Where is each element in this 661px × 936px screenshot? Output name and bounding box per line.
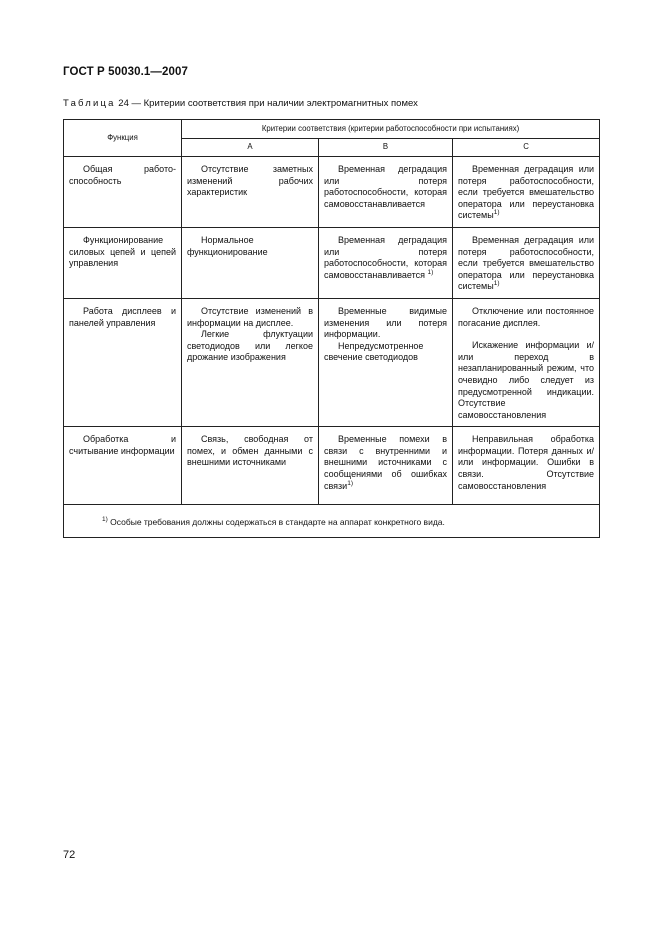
- row-function: [64, 157, 182, 228]
- cell-b: [319, 427, 453, 505]
- cell-text: Отсутствие изменений в информации на дисплее.: [187, 305, 313, 328]
- cell-b: [319, 227, 453, 298]
- header-criteria: Критерии соответствия (критерии работоспособности при испытаниях): [182, 120, 600, 139]
- header-col-b: В: [319, 138, 453, 157]
- footnote-ref: 1): [493, 280, 500, 288]
- cell-c: [453, 298, 600, 426]
- footnote-mark: 1): [102, 516, 108, 524]
- cell-a: [182, 298, 319, 426]
- header-col-c: С: [453, 138, 600, 157]
- cell-text: Искажение информации и/или переход в незапланированный режим, что очевидно либо следует из предусмотренной индикации. Отсутствие самовосстановления: [458, 340, 595, 420]
- footnote-row: [64, 505, 600, 538]
- table-caption-text: 24 — Критерии соответствия при наличии электромагнитных помех: [115, 98, 418, 109]
- cell-text-body: Временные помехи в связи с внутренними и внешними источниками с сообщениями об ошибках связи: [324, 434, 447, 491]
- cell-text: [458, 164, 594, 222]
- document-code: ГОСТ Р 50030.1—2007: [63, 66, 188, 78]
- cell-text: [458, 235, 594, 293]
- cell-text-body: Временная деградация или потеря работоспособности, которая самовосстанавливается: [324, 234, 447, 280]
- table-caption: [63, 98, 418, 109]
- cell-a: [182, 427, 319, 505]
- row-function: [64, 427, 182, 505]
- cell-text: Отключение или постоянное погасание дисплея.: [458, 305, 595, 328]
- row-function-text: Общая работо-способность: [69, 164, 176, 186]
- table-row: [64, 427, 600, 505]
- cell-text: Отсутствие заметных изменений рабочих характеристик: [187, 164, 313, 198]
- header-function: Функция: [64, 120, 182, 157]
- cell-a: [182, 227, 319, 298]
- cell-text: Нормальное функционирование: [187, 234, 268, 257]
- header-col-a: А: [182, 138, 319, 157]
- cell-c: [453, 427, 600, 505]
- cell-a: [182, 157, 319, 228]
- cell-text: Легкие флуктуации светодиодов или легкое дрожание изображения: [187, 329, 313, 363]
- row-function-text: Работа дисплеев и панелей управления: [69, 305, 176, 328]
- cell-text-body: Временная деградация или потеря работоспособности, если требуется вмешательство оператора или переустановка системы: [458, 234, 595, 292]
- cell-text: Временная деградация или потеря работоспособности, которая самовосстанавливается: [324, 164, 447, 209]
- cell-text: [324, 235, 447, 281]
- cell-c: [453, 227, 600, 298]
- row-function: [64, 227, 182, 298]
- cell-text-body: Временная деградация или потеря работоспособности, если требуется вмешательство оператора или переустановка системы: [458, 164, 595, 221]
- table-footnote: [64, 505, 600, 538]
- table-caption-prefix: Таблица: [63, 98, 116, 109]
- page-number: 72: [63, 849, 76, 861]
- footnote-text: Особые требования должны содержаться в стандарте на аппарат конкретного вида.: [110, 517, 445, 528]
- cell-text: Связь, свободная от помех, и обмен данными с внешними источниками: [187, 434, 313, 468]
- table-row: [64, 298, 600, 426]
- table-row: [64, 157, 600, 228]
- criteria-table: [63, 119, 600, 538]
- footnote-ref: 1): [347, 479, 353, 487]
- cell-c: [453, 157, 600, 228]
- row-function: [64, 298, 182, 426]
- cell-b: [319, 298, 453, 426]
- footnote-ref: 1): [493, 209, 500, 217]
- row-function-text: Обработка и считывание информации: [69, 434, 176, 456]
- cell-b: [319, 157, 453, 228]
- cell-text: Непредусмотренное свечение светодиодов: [324, 340, 424, 363]
- cell-text: Временные видимые изменения или потеря информации.: [324, 305, 447, 340]
- cell-text: [324, 434, 447, 492]
- row-function-text: Функционирование силовых цепей и цепей управления: [69, 234, 176, 269]
- cell-text: Неправильная обработка информации. Потеря данных и/или информации. Ошибки в связи. Отсутствие самовосстановления: [458, 434, 595, 491]
- table-row: [64, 227, 600, 298]
- footnote-ref: 1): [427, 268, 434, 276]
